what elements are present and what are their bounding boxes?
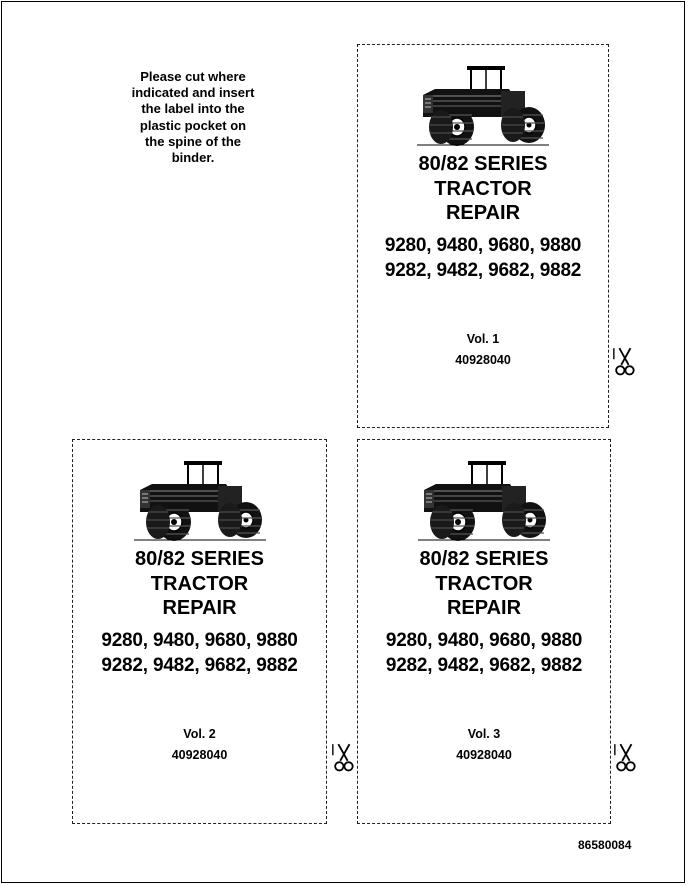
title-line: REPAIR [162,597,237,619]
title-line: REPAIR [445,202,521,224]
series-title [358,547,610,621]
title-line: 80/82 SERIES [135,548,264,570]
document-number: 86580084 [578,838,632,852]
instruction-line: binder. [171,150,215,166]
instruction-line: indicated and insert [131,85,255,101]
spine-label-vol-1 [357,44,609,428]
volume-label: Vol. 1 [466,332,500,346]
model-line: 9282, 9482, 9682, 9882 [384,259,582,281]
model-line: 9280, 9480, 9680, 9880 [385,630,583,651]
instruction-line: the label into the [141,101,245,117]
series-title [73,547,326,621]
model-list [73,629,326,678]
spine-label-vol-3 [357,439,611,824]
title-line: TRACTOR [435,572,533,595]
title-line: TRACTOR [150,572,249,595]
series-title [358,152,608,226]
title-line: TRACTOR [434,177,532,200]
part-number: 40928040 [455,353,511,367]
part-number: 40928040 [171,748,228,762]
scissors-icon [612,345,636,379]
title-line: REPAIR [446,597,522,619]
title-line: 80/82 SERIES [418,153,548,175]
title-line: 80/82 SERIES [419,548,549,570]
instruction-line: Please cut where [140,69,246,84]
instruction-line: the spine of the [144,133,242,149]
model-line: 9282, 9482, 9682, 9882 [101,654,298,676]
tractor-icon [418,460,550,544]
scissors-icon [613,741,637,775]
tractor-icon [134,460,266,544]
spine-label-vol-2 [72,439,327,824]
volume-label: Vol. 2 [183,727,216,741]
scissors-icon [331,741,355,775]
cut-instructions [118,69,268,166]
model-list [358,629,610,678]
volume-label: Vol. 3 [467,727,501,741]
part-number: 40928040 [456,748,512,762]
model-list [358,234,608,283]
model-line: 9280, 9480, 9680, 9880 [101,630,298,651]
instruction-line: plastic pocket on [139,117,247,133]
model-line: 9282, 9482, 9682, 9882 [385,654,583,676]
tractor-icon [417,65,549,149]
model-line: 9280, 9480, 9680, 9880 [384,235,582,256]
